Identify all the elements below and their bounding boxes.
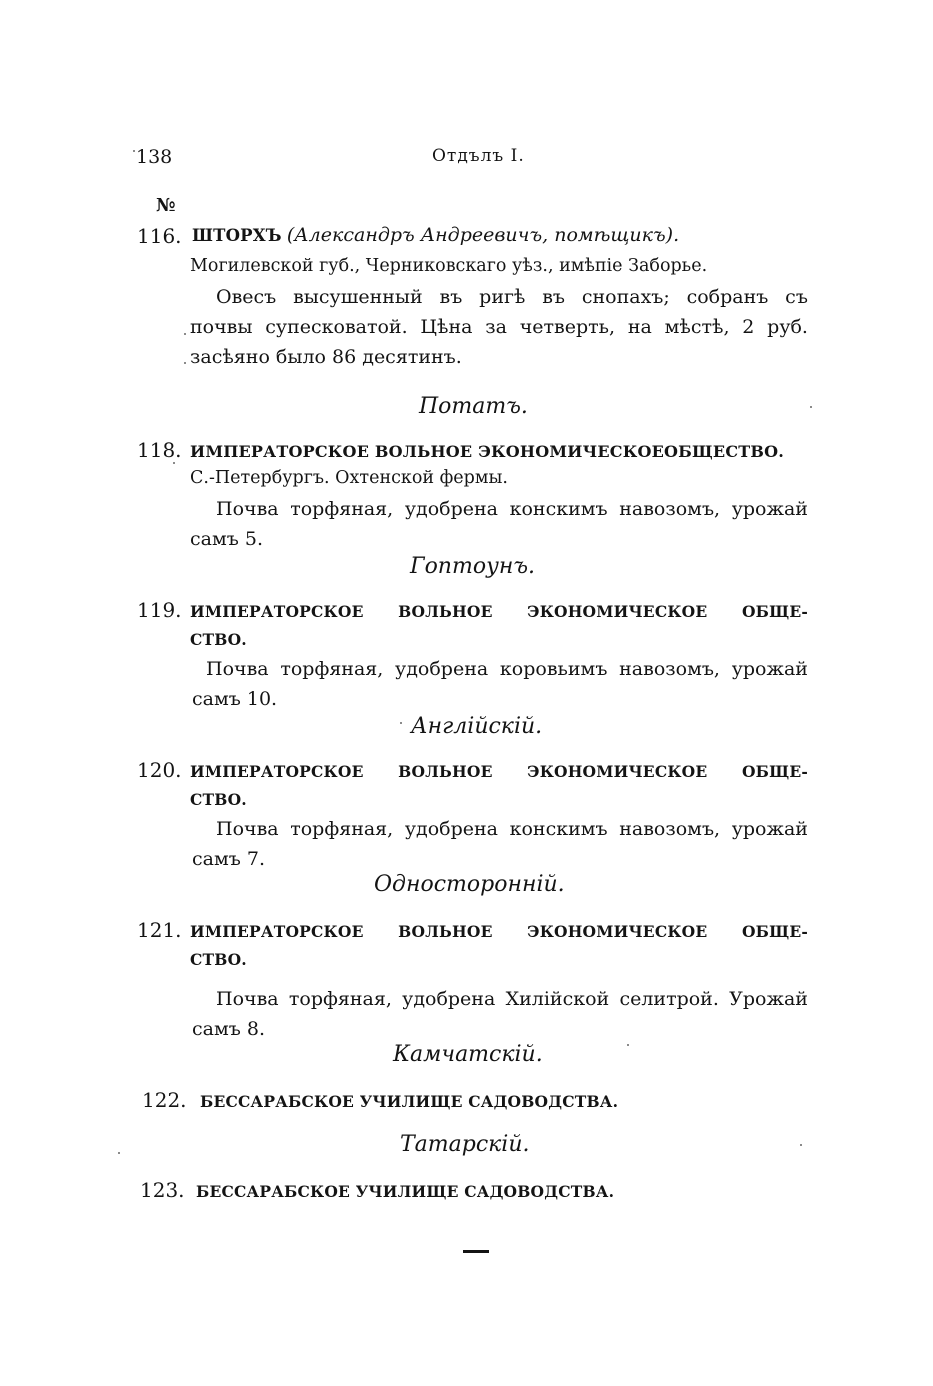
entry-123-org: БЕССАРАБСКОЕ УЧИЛИЩЕ САДОВОДСТВА.	[196, 1182, 615, 1201]
word: ВОЛЬНОЕ	[398, 922, 493, 941]
entry-121-org-cont: СТВО.	[190, 950, 247, 969]
entry-121-number: 121.	[137, 918, 182, 942]
scan-speck	[800, 1144, 802, 1146]
entry-119-number: 119.	[137, 598, 182, 622]
scan-speck	[184, 362, 186, 364]
section-heading-angliyskiy: Англійскій.	[411, 714, 543, 739]
word: урожай	[731, 818, 808, 840]
word: удобрена	[404, 818, 498, 840]
entry-119-org-cont: СТВО.	[190, 630, 247, 649]
entry-116-name: ШТОРХЪ	[192, 226, 282, 245]
word: ИМПЕРАТОРСКОЕ	[190, 602, 364, 621]
entry-118-location: С.-Петербургъ. Охтенской фермы.	[190, 468, 508, 488]
entry-119-org	[190, 602, 808, 621]
scan-speck	[133, 150, 135, 152]
entry-119-desc-line-1	[206, 658, 808, 680]
word: конскимъ	[509, 818, 608, 840]
word: ЭКОНОМИЧЕСКОЕ	[527, 922, 708, 941]
entry-120-org-cont: СТВО.	[190, 790, 247, 809]
word: навозомъ,	[619, 658, 720, 680]
word: ЭКОНОМИЧЕСКОЕ	[527, 762, 708, 781]
word: урожай	[731, 498, 808, 520]
entry-116-desc-line-2	[190, 316, 808, 338]
word: селитрой.	[619, 988, 719, 1010]
word: четверть,	[519, 316, 616, 338]
entry-118-org: ИМПЕРАТОРСКОЕ ВОЛЬНОЕ ЭКОНОМИЧЕСКОЕОБЩЕСТВО.	[190, 442, 784, 461]
word: Почва	[216, 818, 279, 840]
word: ИМПЕРАТОРСКОЕ	[190, 762, 364, 781]
entry-121-desc-line-1	[216, 988, 808, 1010]
entry-116-number: 116.	[137, 224, 182, 248]
word: руб.	[767, 316, 808, 338]
word: въ	[439, 286, 463, 308]
entry-120-desc-line-2: самъ 7.	[192, 848, 266, 870]
word: торфяная,	[290, 498, 394, 520]
entry-116-location: Могилевской губ., Черниковскаго уѣз., имѣпіе Заборье.	[190, 256, 708, 276]
entry-116-desc-line-1	[216, 286, 808, 308]
section-heading-tatarskiy: Татарскій.	[400, 1132, 530, 1157]
entry-116-title	[192, 224, 679, 246]
word: конскимъ	[509, 498, 608, 520]
entry-118-number: 118.	[137, 438, 182, 462]
number-sign: №	[156, 195, 176, 216]
word: торфяная,	[288, 988, 392, 1010]
running-header: Отдълъ I.	[432, 146, 525, 166]
entry-116-name-detail: (Александръ Андреевичъ, помѣщикъ).	[286, 224, 680, 246]
word: мѣстѣ,	[664, 316, 730, 338]
section-heading-odnostoronniy: Односторонній.	[374, 872, 565, 897]
entry-120-desc-line-1	[216, 818, 808, 840]
scan-speck	[810, 406, 812, 408]
word: Овесъ	[216, 286, 277, 308]
word: ИМПЕРАТОРСКОЕ	[190, 922, 364, 941]
scan-speck	[184, 333, 186, 335]
entry-122-number: 122.	[142, 1088, 187, 1112]
entry-119-desc-line-2: самъ 10.	[192, 688, 278, 710]
word: съ	[785, 286, 808, 308]
word: коровьимъ	[499, 658, 608, 680]
word: Цѣна	[420, 316, 473, 338]
word: удобрена	[395, 658, 489, 680]
word: Почва	[216, 498, 279, 520]
word: Хилійской	[505, 988, 610, 1010]
word: 2	[742, 316, 755, 338]
scan-speck	[173, 462, 175, 464]
word: ВОЛЬНОЕ	[398, 762, 493, 781]
word: ОБЩЕ-	[741, 922, 808, 941]
word: ригѣ	[479, 286, 526, 308]
word: Почва	[216, 988, 279, 1010]
word: ЭКОНОМИЧЕСКОЕ	[527, 602, 708, 621]
entry-122-org: БЕССАРАБСКОЕ УЧИЛИЩЕ САДОВОДСТВА.	[200, 1092, 619, 1111]
word: ОБЩЕ-	[741, 602, 808, 621]
entry-120-number: 120.	[137, 758, 182, 782]
page-number: 138	[136, 146, 173, 168]
word: собранъ	[686, 286, 769, 308]
word: навозомъ,	[619, 498, 721, 520]
entry-121-org	[190, 922, 808, 941]
scan-speck	[118, 1152, 120, 1154]
word: снопахъ;	[581, 286, 670, 308]
section-heading-goptoun: Гоптоунъ.	[410, 554, 535, 579]
word: на	[627, 316, 652, 338]
word: Урожай	[729, 988, 808, 1010]
word: высушенный	[293, 286, 423, 308]
word: торфяная,	[280, 658, 384, 680]
entry-116-desc-line-3: засѣяно было 86 десятинъ.	[190, 346, 462, 368]
entry-120-org	[190, 762, 808, 781]
word: удобрена	[404, 498, 498, 520]
word: супесковатой.	[265, 316, 408, 338]
section-heading-kamchatskiy: Камчатскій.	[393, 1042, 543, 1067]
scan-speck	[400, 722, 402, 724]
entry-118-desc-line-2: самъ 5.	[190, 528, 264, 550]
word: торфяная,	[290, 818, 394, 840]
section-heading-potat: Потатъ.	[419, 394, 528, 419]
word: навозомъ,	[619, 818, 721, 840]
word: за	[485, 316, 507, 338]
word: Почва	[206, 658, 269, 680]
word: ВОЛЬНОЕ	[398, 602, 493, 621]
word: въ	[542, 286, 566, 308]
end-rule	[463, 1250, 489, 1253]
scan-speck	[627, 1044, 629, 1046]
word: ОБЩЕ-	[741, 762, 808, 781]
entry-123-number: 123.	[140, 1178, 185, 1202]
word: почвы	[190, 316, 253, 338]
entry-118-desc-line-1	[216, 498, 808, 520]
entry-121-desc-line-2: самъ 8.	[192, 1018, 266, 1040]
word: удобрена	[402, 988, 496, 1010]
word: урожай	[731, 658, 808, 680]
